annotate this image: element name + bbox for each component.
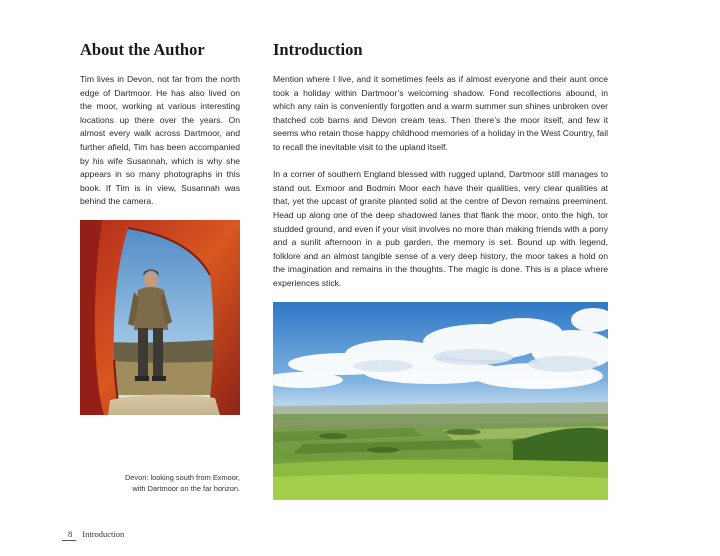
footer-section-title: Introduction bbox=[82, 529, 125, 539]
photo-caption bbox=[80, 473, 240, 494]
introduction-heading: Introduction bbox=[273, 40, 363, 59]
caption-line-2: with Dartmoor on the far horizon. bbox=[132, 483, 240, 493]
intro-paragraph-2: In a corner of southern England blessed with rugged upland, Dartmoor still manages to stand out. Exmoor and Bodmin Moor each have their qualities, very clear qualities at that, yet the upcast of granite planted solid at the centre of Devon remains preeminent. Head up along one of the deep shadowed lanes that flank the moor, onto the high, tor studded ground, and even if your visit involves no more than making friends with a pony and a sunlit afternoon in a pub garden, the memory is set. Bound up with legend, folklore and an almost tangible sense of a very deep history, the moor takes a hold on the imagination and remains in the thoughts. The magic is done. This is a place where experiences stick. bbox=[273, 169, 608, 288]
introduction-text bbox=[273, 73, 608, 291]
tent-illustration bbox=[80, 220, 240, 415]
landscape-photo bbox=[273, 302, 608, 500]
page-footer bbox=[62, 529, 124, 541]
author-bio-paragraph: Tim lives in Devon, not far from the north edge of Dartmoor. He has also lived on the moor, working at various interesting locations up there over the years. On almost every walk across Dartmoor, and further afield, Tim has been accompanied by his wife Susannah, which is why she appears in so many photographs in this book. If Tim is in view, Susannah was behind the camera. bbox=[80, 74, 240, 207]
author-tent-photo bbox=[80, 220, 240, 415]
exmoor-landscape-illustration bbox=[273, 302, 608, 500]
page-number: 8 bbox=[62, 529, 76, 541]
author-bio bbox=[80, 73, 240, 209]
about-author-heading: About the Author bbox=[80, 40, 205, 59]
caption-line-1: Devon: looking south from Exmoor, bbox=[124, 473, 240, 482]
intro-paragraph-1: Mention where I live, and it sometimes feels as if almost everyone and their aunt once took a holiday within Dartmoor’s welcoming shadow. Fond recollections abound, in which any rain is conveniently forgotten and a warm summer sun shines unbroken over thatched cob barns and Devon cream teas. Then there’s the moor itself, and few it seems who retain those happy childhood memories of a holiday in the West Country, fail to recall the inevitable visit to the upland itself. bbox=[273, 74, 609, 152]
